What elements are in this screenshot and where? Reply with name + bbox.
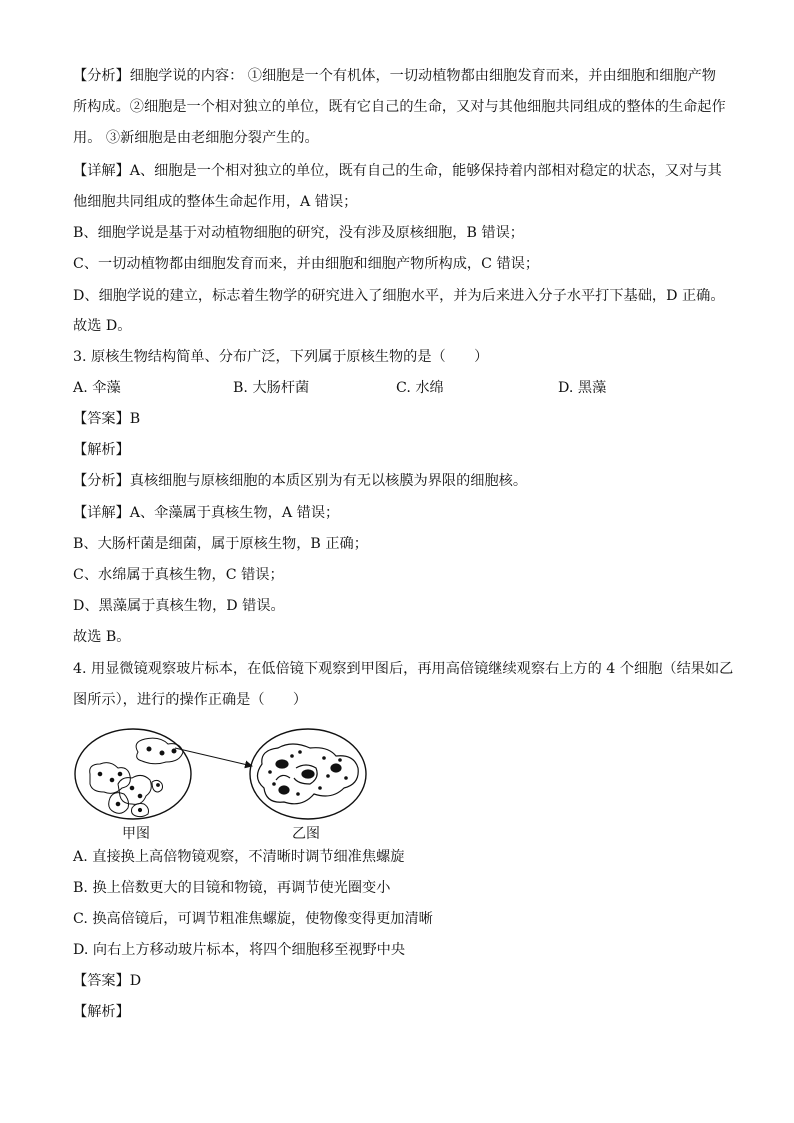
q3-answer: 【答案】B	[73, 411, 141, 427]
q3-option-b: B. 大肠杆菌	[233, 380, 310, 396]
microscope-diagram	[70, 722, 370, 847]
q3-option-d: D. 黑藻	[558, 380, 607, 396]
q3-options	[73, 378, 733, 398]
q4-jiexi: 【解析】	[73, 1004, 130, 1020]
detail-line-2: 他细胞共同组成的整体生命起作用，A 错误；	[73, 194, 358, 210]
low-power-cells	[90, 738, 183, 816]
left-figure-caption: 甲图	[122, 826, 150, 842]
q3-stem: 3. 原核生物结构简单、分布广泛，下列属于原核生物的是（ ）	[73, 349, 489, 365]
q3-detail-a: 【详解】A、伞藻属于真核生物，A 错误；	[73, 505, 340, 521]
q3-choose: 故选 B。	[73, 629, 131, 645]
q4-option-d: D. 向右上方移动玻片标本，将四个细胞移至视野中央	[73, 942, 406, 958]
q4-answer: 【答案】D	[73, 973, 142, 989]
choose-line: 故选 D。	[73, 318, 132, 334]
detail-line-1: 【详解】A、细胞是一个相对独立的单位，既有自己的生命，能够保持着内部相对稳定的状态，又对与其	[73, 163, 722, 179]
low-power-field	[75, 729, 191, 819]
q4-option-c: C. 换高倍镜后，可调节粗准焦螺旋，使物像变得更加清晰	[73, 911, 433, 927]
q4-stem-line-1: 4. 用显微镜观察玻片标本，在低倍镜下观察到甲图后，再用高倍镜继续观察右上方的 4 个细胞（结果如乙	[73, 661, 734, 677]
q3-detail-b: B、大肠杆菌是细菌，属于原核生物，B 正确；	[73, 536, 368, 552]
q3-detail-d: D、黑藻属于真核生物，D 错误。	[73, 598, 285, 614]
microscope-figure	[70, 722, 370, 847]
q4-option-a: A. 直接换上高倍物镜观察，不清晰时调节细准焦螺旋	[73, 849, 405, 865]
high-power-cells	[257, 744, 358, 804]
analysis-line-3: 用。 ③新细胞是由老细胞分裂产生的。	[73, 130, 319, 146]
analysis-line-1: 【分析】细胞学说的内容： ①细胞是一个有机体，一切动植物都由细胞发育而来，并由细胞和细胞产物	[73, 68, 716, 84]
q4-stem-line-2: 图所示），进行的操作正确是（ ）	[73, 692, 308, 708]
right-figure-caption: 乙图	[292, 826, 320, 842]
q4-option-b: B. 换上倍数更大的目镜和物镜，再调节使光圈变小	[73, 880, 391, 896]
detail-line-d: D、细胞学说的建立，标志着生物学的研究进入了细胞水平，并为后来进入分子水平打下基础，D 正确。	[73, 288, 725, 304]
detail-line-c: C、一切动植物都由细胞发育而来，并由细胞和细胞产物所构成，C 错误；	[73, 256, 540, 272]
q3-detail-c: C、水绵属于真核生物，C 错误；	[73, 567, 284, 583]
q3-option-a: A. 伞藻	[73, 380, 121, 396]
q3-analysis: 【分析】真核细胞与原核细胞的本质区别为有无以核膜为界限的细胞核。	[73, 473, 528, 489]
analysis-line-2: 所构成。②细胞是一个相对独立的单位，既有它自己的生命，又对与其他细胞共同组成的整体的生命起作	[73, 99, 726, 115]
detail-line-b: B、细胞学说是基于对动植物细胞的研究，没有涉及原核细胞，B 错误；	[73, 225, 524, 241]
q3-jiexi: 【解析】	[73, 442, 130, 458]
q3-option-c: C. 水绵	[396, 380, 444, 396]
